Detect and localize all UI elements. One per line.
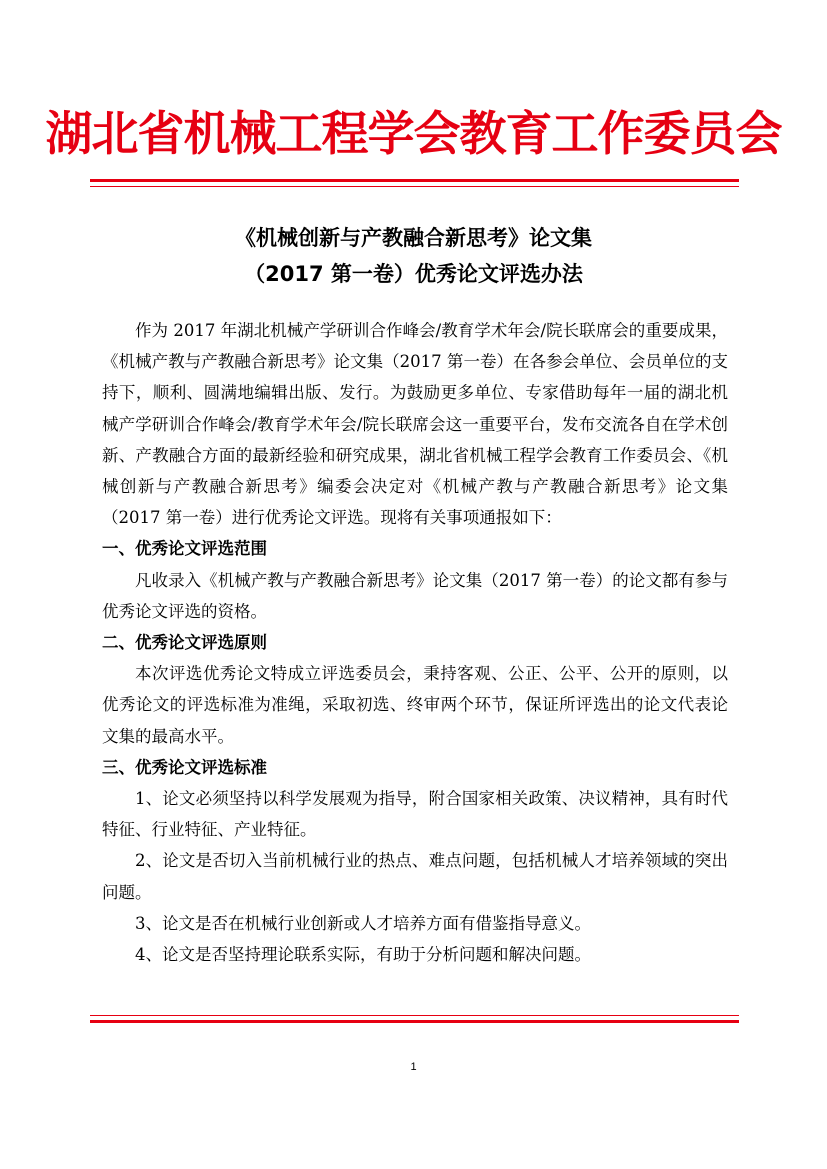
footer-rule-thin (90, 1015, 739, 1016)
section-paragraph: 本次评选优秀论文特成立评选委员会，秉持客观、公正、公平、公开的原则，以优秀论文的评选标准为准绳，采取初选、终审两个环节，保证所评选出的论文代表论文集的最高水平。 (102, 664, 728, 746)
organization-title: 湖北省机械工程学会教育工作委员会 (45, 107, 782, 162)
document-title-line2: （2017 第一卷）优秀论文评选办法 (244, 262, 583, 286)
section-paragraph: 凡收录入《机械产教与产教融合新思考》论文集（2017 第一卷）的论文都有参与优秀论文评选的资格。 (102, 570, 728, 621)
intro-paragraph: 作为 2017 年湖北机械产学研训合作峰会/教育学术年会/院长联席会的重要成果，《机械产教与产教融合新思考》论文集（2017 第一卷）在各参会单位、会员单位的支持下，顺利、圆满地编辑出版、发行。为鼓励更多单位、专家借助每年一届的湖北机械产学研训合作峰会/教育学术年会/院长联席会这一重要平台，发布交流各自在学术创新、产教融合方面的最新经验和研究成果，湖北省机械工程学会教育工作委员会、《机械创新与产教融合新思考》编委会决定对《机械产教与产教融合新思考》论文集（2017 第一卷）进行优秀论文评选。现将有关事项通报如下： (102, 321, 728, 528)
page-number: 1 (410, 1061, 417, 1073)
section-heading-scope: 一、优秀论文评选范围 (102, 539, 267, 559)
criteria-item-3: 3、论文是否在机械行业创新或人才培养方面有借鉴指导意义。 (135, 913, 591, 933)
criteria-item-2: 2、论文是否切入当前机械行业的热点、难点问题，包括机械人才培养领域的突出问题。 (102, 851, 728, 902)
header-rule-thin (90, 186, 739, 187)
criteria-item-1: 1、论文必须坚持以科学发展观为指导，附合国家相关政策、决议精神，具有时代特征、行业特征、产业特征。 (102, 789, 728, 840)
document-title (0, 220, 827, 292)
document-body (102, 315, 728, 970)
section-heading-principles: 二、优秀论文评选原则 (102, 633, 267, 653)
section-heading-criteria: 三、优秀论文评选标准 (102, 757, 267, 777)
header-rule-thick (90, 179, 739, 182)
document-title-line1: 《机械创新与产教融合新思考》论文集 (235, 226, 592, 250)
footer-rule-thick (90, 1020, 739, 1023)
criteria-item-4: 4、论文是否坚持理论联系实际，有助于分析问题和解决问题。 (135, 945, 591, 965)
